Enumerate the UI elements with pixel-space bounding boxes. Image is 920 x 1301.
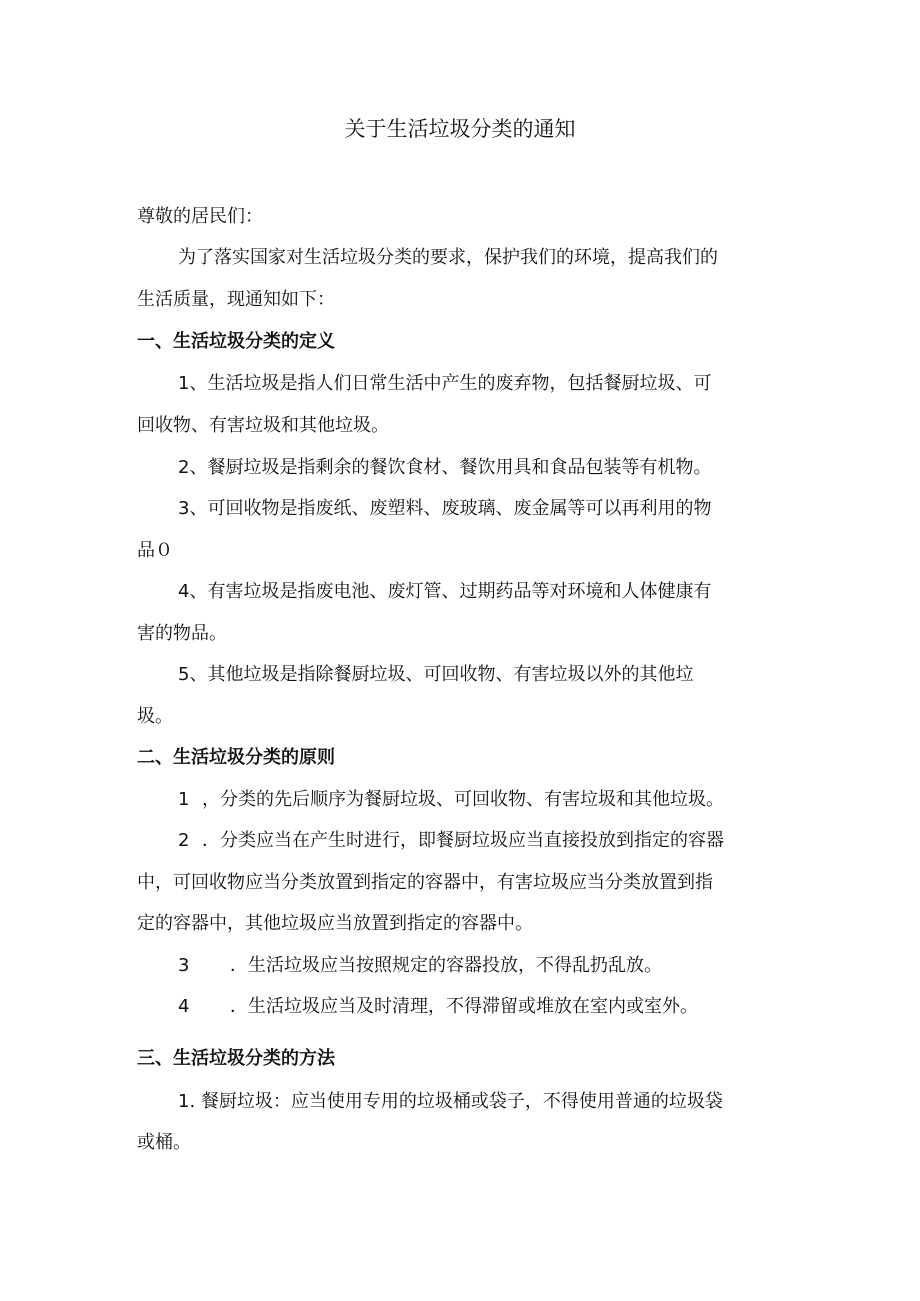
item-text: 、可回收物是指废纸、废塑料、废玻璃、废金属等可以再利用的物 xyxy=(189,498,712,519)
item-number: 2 xyxy=(178,457,190,478)
list-item xyxy=(178,828,798,854)
list-item xyxy=(178,1089,798,1115)
item-number: 1 xyxy=(178,373,190,394)
section-heading-principles: 二、生活垃圾分类的原则 xyxy=(137,747,335,768)
list-item xyxy=(178,496,798,522)
item-text: ．分类应当在产生时进行，即餐厨垃圾应当直接投放到指定的容器 xyxy=(202,830,724,851)
item-text: ．生活垃圾应当及时清理，不得滞留或堆放在室内或室外。 xyxy=(230,996,698,1017)
item-text: ，分类的先后顺序为餐厨垃圾、可回收物、有害垃圾和其他垃圾。 xyxy=(202,789,724,810)
list-item xyxy=(178,787,798,813)
item-text-continued: 或桶。 xyxy=(137,1132,191,1153)
item-number: 3 xyxy=(178,498,190,519)
list-item xyxy=(178,662,798,688)
item-text-continued: 中，可回收物应当分类放置到指定的容器中，有害垃圾应当分类放置到指 xyxy=(137,872,713,893)
page-title: 关于生活垃圾分类的通知 xyxy=(344,117,576,141)
list-item xyxy=(178,953,798,979)
item-number: 1 xyxy=(178,789,190,810)
item-number: 1 xyxy=(178,1091,190,1112)
item-text-continued: 回收物、有害垃圾和其他垃圾。 xyxy=(137,415,389,436)
item-number: 4 xyxy=(178,996,190,1017)
section-heading-methods: 三、生活垃圾分类的方法 xyxy=(137,1048,335,1069)
item-text-continued: 害的物品。 xyxy=(137,623,227,644)
item-number: 5 xyxy=(178,664,190,685)
item-text-continued: 品０ xyxy=(137,540,173,561)
item-number: 2 xyxy=(178,830,190,851)
list-item xyxy=(178,371,798,397)
item-text: 、有害垃圾是指废电池、废灯管、过期药品等对环境和人体健康有 xyxy=(189,581,712,602)
intro-line-2: 生活质量，现通知如下： xyxy=(137,289,335,310)
item-text: 、生活垃圾是指人们日常生活中产生的废弃物，包括餐厨垃圾、可 xyxy=(189,373,712,394)
item-text-continued: 定的容器中，其他垃圾应当放置到指定的容器中。 xyxy=(137,913,533,934)
item-text: 、其他垃圾是指除餐厨垃圾、可回收物、有害垃圾以外的其他垃 xyxy=(189,664,694,685)
item-text-continued: 圾。 xyxy=(137,706,173,727)
item-number: 4 xyxy=(178,581,190,602)
intro-line-1: 为了落实国家对生活垃圾分类的要求，保护我们的环境，提高我们的 xyxy=(178,247,718,268)
salutation: 尊敬的居民们： xyxy=(137,206,263,227)
item-text: ．生活垃圾应当按照规定的容器投放，不得乱扔乱放。 xyxy=(230,955,662,976)
item-text: 、餐厨垃圾是指剩余的餐饮食材、餐饮用具和食品包装等有机物。 xyxy=(189,457,712,478)
item-number: 3 xyxy=(178,955,190,976)
list-item xyxy=(178,994,798,1020)
section-heading-definition: 一、生活垃圾分类的定义 xyxy=(137,331,335,352)
list-item xyxy=(178,579,798,605)
list-item xyxy=(178,455,798,481)
item-text: . 餐厨垃圾：应当使用专用的垃圾桶或袋子，不得使用普通的垃圾袋 xyxy=(189,1091,723,1112)
